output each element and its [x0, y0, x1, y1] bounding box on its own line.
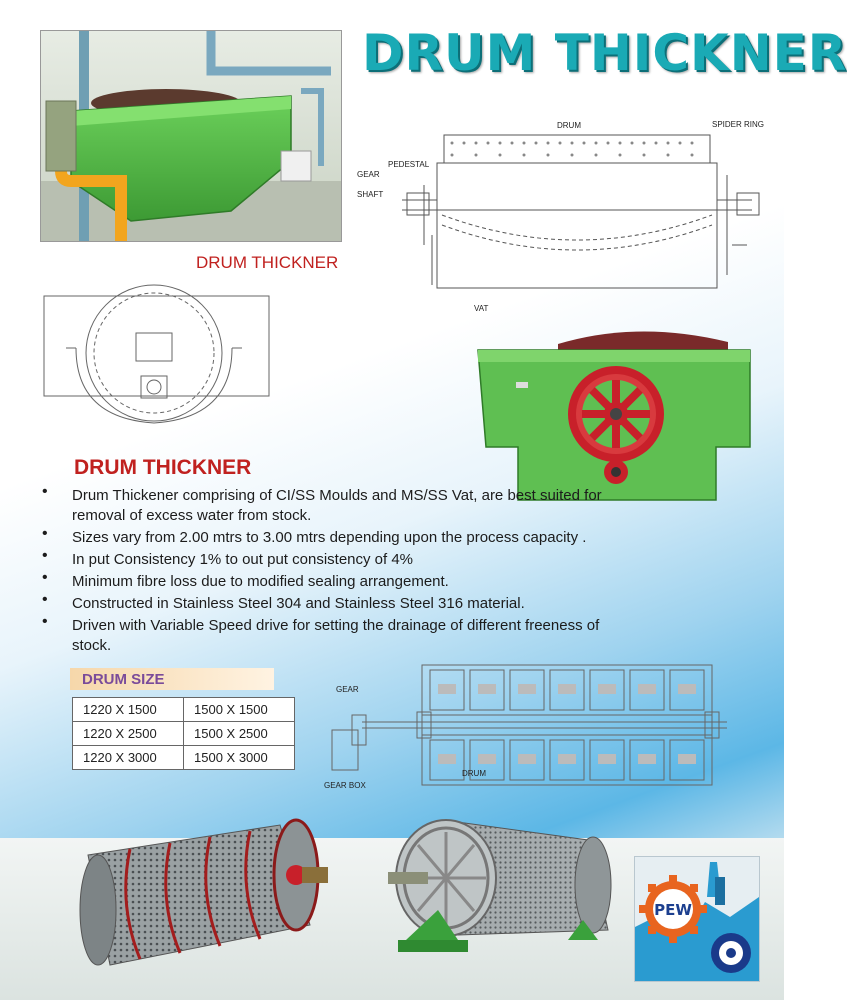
- vat-body: [437, 163, 717, 288]
- table-cell: 1220 X 2500: [73, 722, 184, 746]
- logo-text: PEW: [654, 901, 692, 919]
- red-ring-drum-photo: [70, 815, 330, 975]
- table-row: [73, 746, 295, 770]
- table-cell: 1500 X 1500: [184, 698, 295, 722]
- spider-drum-photo: [388, 810, 616, 978]
- drum-size-title: DRUM SIZE: [82, 671, 165, 688]
- table-cell: 1220 X 3000: [73, 746, 184, 770]
- red-gear-icon: [568, 366, 664, 462]
- drum-thickener-photo-illustration: [41, 31, 341, 241]
- photo-caption: DRUM THICKNER: [196, 253, 339, 272]
- table-cell: 1220 X 1500: [73, 698, 184, 722]
- feature-item: • Constructed in Stainless Steel 304 and Stainless Steel 316 material.: [42, 594, 642, 614]
- drum-thickener-photo: [40, 30, 342, 242]
- plan-view-drawing: [322, 660, 732, 796]
- label-drum: DRUM: [462, 769, 486, 778]
- feature-item: • Sizes vary from 2.00 mtrs to 3.00 mtrs depending upon the process capacity .: [42, 528, 642, 548]
- label-drum: DRUM: [557, 121, 581, 130]
- small-gear-icon: [711, 933, 751, 973]
- drum-size-heading: [70, 668, 274, 690]
- label-gear: GEAR: [336, 685, 359, 694]
- table-cell: 1500 X 3000: [184, 746, 295, 770]
- pew-logo-mark: [635, 857, 759, 981]
- feature-item: • Drum Thickener comprising of CI/SS Moulds and MS/SS Vat, are best suited for removal of excess water from stock.: [42, 486, 642, 526]
- label-gear-box: GEAR BOX: [324, 781, 366, 790]
- feature-item: • Minimum fibre loss due to modified sealing arrangement.: [42, 572, 642, 592]
- label-spider-ring: SPIDER RING: [712, 120, 765, 129]
- feature-item: • In put Consistency 1% to out put consistency of 4%: [42, 550, 642, 570]
- section-title: DRUM THICKNER: [74, 456, 252, 479]
- table-row: [73, 698, 295, 722]
- page-title: DRUM THICKNER: [362, 24, 847, 82]
- end-view-drawing: [36, 288, 276, 433]
- feature-item: • Driven with Variable Speed drive for setting the drainage of different freeness of stock.: [42, 616, 642, 656]
- label-shaft: SHAFT: [357, 190, 384, 199]
- drum-top: [444, 135, 710, 163]
- pew-logo: [634, 856, 760, 982]
- label-vat: VAT: [474, 304, 489, 313]
- drum-size-table: [72, 697, 295, 770]
- label-pedestal: PEDESTAL: [388, 160, 430, 169]
- table-row: [73, 722, 295, 746]
- label-gear: GEAR: [357, 170, 380, 179]
- table-cell: 1500 X 2500: [184, 722, 295, 746]
- side-elevation-drawing: [352, 115, 772, 315]
- feature-list: [42, 486, 642, 658]
